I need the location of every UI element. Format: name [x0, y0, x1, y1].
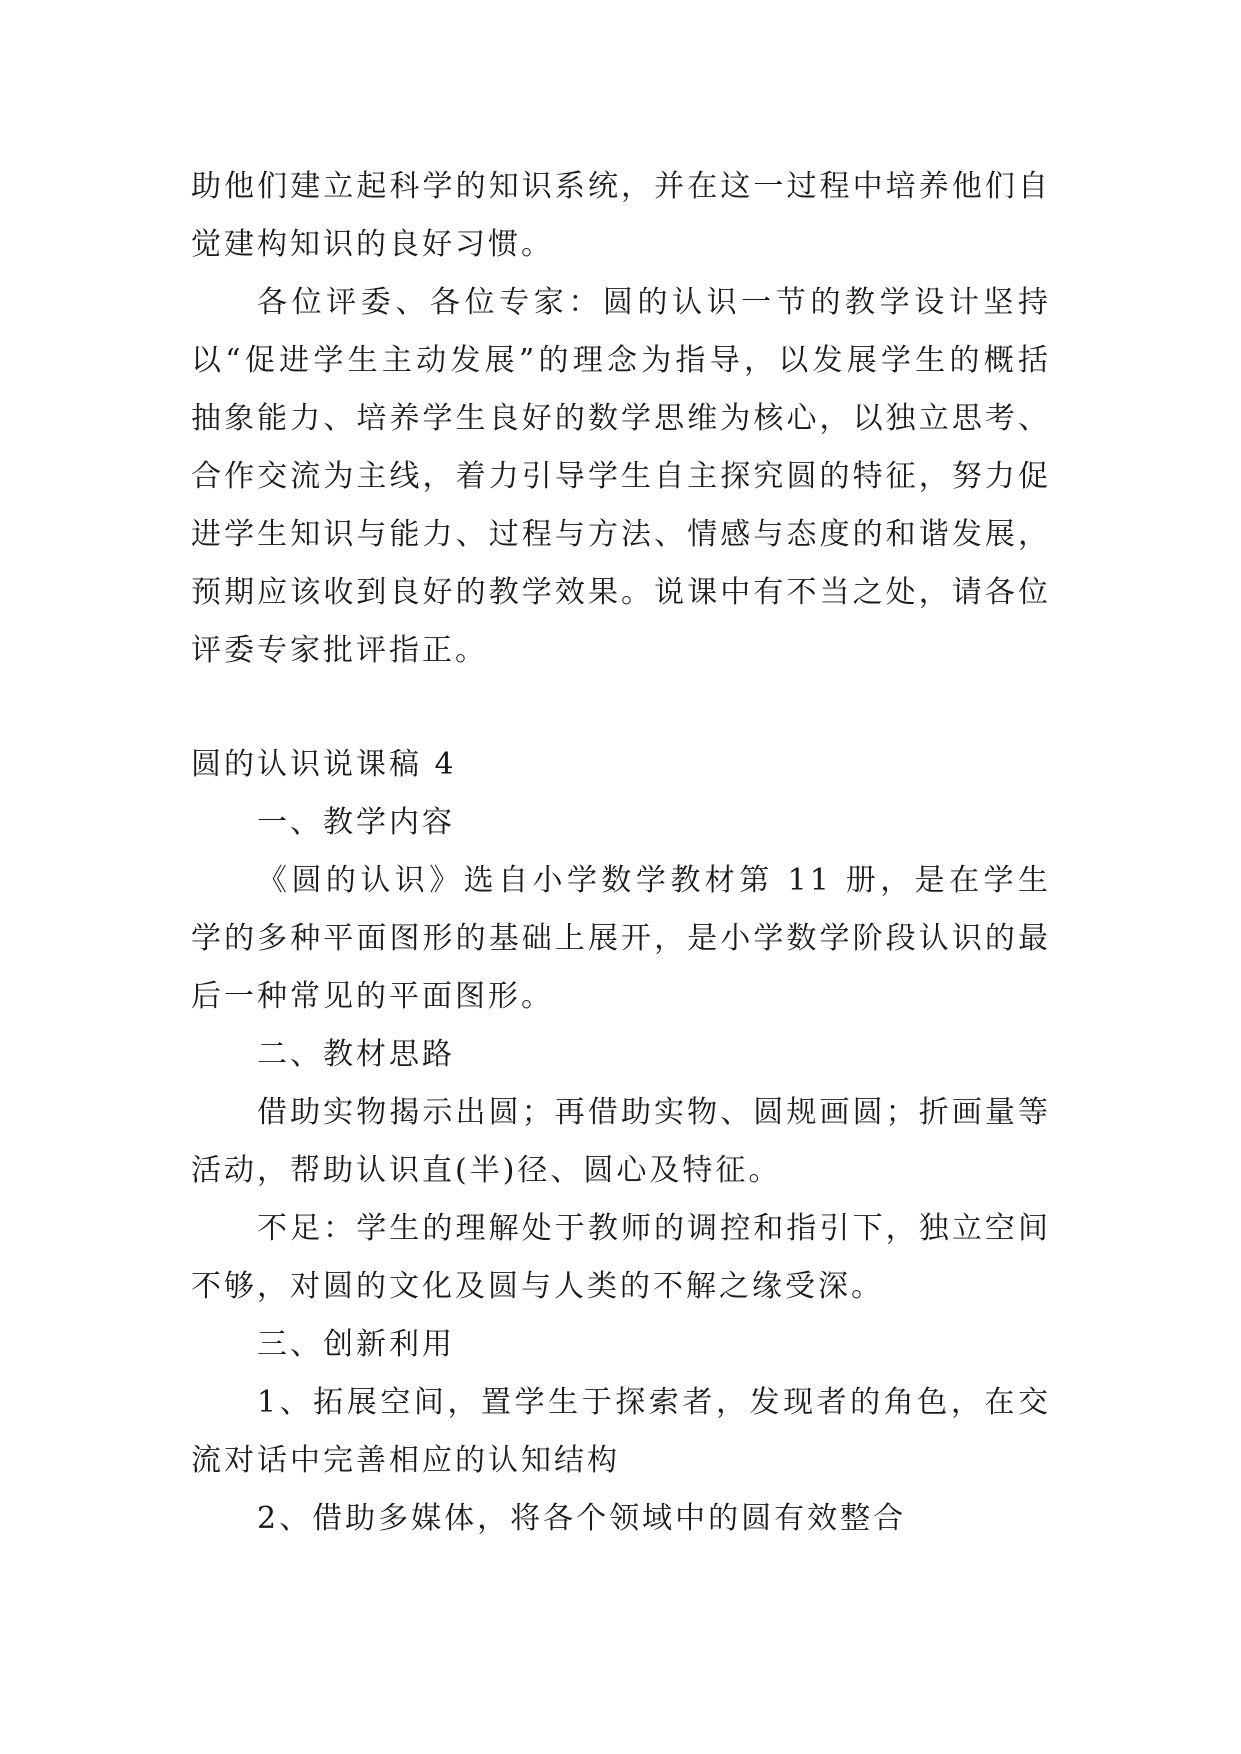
document-body	[191, 158, 1051, 1548]
paragraph-teaching-content: 《圆的认识》选自小学数学教材第 11 册，是在学生学的多种平面图形的基础上展开，是小学数学阶段认识的最后一种常见的平面图形。	[191, 863, 1051, 1014]
heading-innovation: 三、创新利用	[257, 1327, 455, 1362]
list-item-1: 1、拓展空间，置学生于探索者，发现者的角色，在交流对话中完善相应的认知结构	[191, 1385, 1051, 1478]
section-title: 圆的认识说课稿 4	[191, 747, 457, 782]
section-gap	[191, 680, 1051, 736]
heading-textbook-approach: 二、教材思路	[257, 1037, 455, 1072]
paragraph-conclusion: 各位评委、各位专家：圆的认识一节的教学设计坚持以“促进学生主动发展”的理念为指导，以发展学生的概括抽象能力、培养学生良好的数学思维为核心，以独立思考、合作交流为主线，着力引导学生自主探究圆的特征，努力促进学生知识与能力、过程与方法、情感与态度的和谐发展，预期应该收到良好的教学效果。说课中有不当之处，请各位评委专家批评指正。	[191, 285, 1051, 668]
paragraph-continued: 助他们建立起科学的知识系统，并在这一过程中培养他们自觉建构知识的良好习惯。	[191, 169, 1051, 262]
list-item-2: 2、借助多媒体，将各个领域中的圆有效整合	[257, 1501, 907, 1536]
heading-teaching-content: 一、教学内容	[257, 805, 455, 840]
paragraph-shortcomings: 不足：学生的理解处于教师的调控和指引下，独立空间不够，对圆的文化及圆与人类的不解之缘受深。	[191, 1211, 1051, 1304]
paragraph-textbook-approach: 借助实物揭示出圆；再借助实物、圆规画圆；折画量等活动，帮助认识直(半)径、圆心及特征。	[191, 1095, 1051, 1188]
